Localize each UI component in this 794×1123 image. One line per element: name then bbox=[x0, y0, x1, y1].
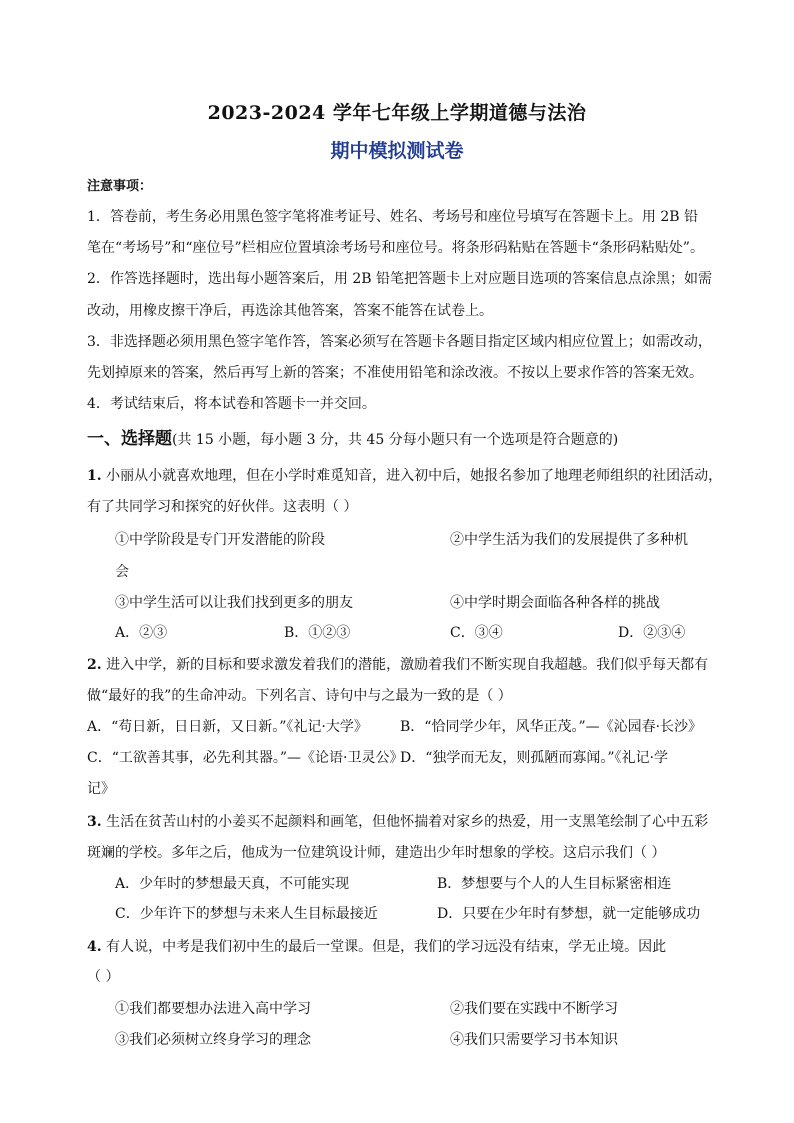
question-3-stem bbox=[87, 813, 708, 831]
question-number: 1. bbox=[87, 468, 102, 484]
notes-line: 先划掉原来的答案，然后再写上新的答案；不准使用铅笔和涂改液。不按以上要求作答的答案无效。 bbox=[87, 365, 703, 381]
notes-line: 3．非选择题必须用黑色签字笔作答，答案必须写在答题卡各题目指定区域内相应位置上；如需改动， bbox=[87, 334, 712, 350]
question-1-stem-cont: 有了共同学习和探究的好伙伴。这表明（ ） bbox=[87, 499, 358, 515]
notes-line: 4．考试结束后，将本试卷和答题卡一并交回。 bbox=[87, 396, 376, 412]
question-number: 2. bbox=[87, 657, 102, 673]
statement: ②中学生活为我们的发展提供了多种机 bbox=[450, 532, 688, 548]
page-subtitle: 期中模拟测试卷 bbox=[330, 140, 464, 162]
option-a: A．少年时的梦想最天真，不可能实现 bbox=[115, 876, 350, 892]
option-a: A．“苟日新，日日新，又日新。”《礼记·大学》 bbox=[87, 719, 368, 735]
question-3-stem-cont: 斑斓的学校。多年之后，他成为一位建筑设计师，建造出少年时想象的学校。这启示我们（ ） bbox=[87, 845, 666, 861]
option-b: B．“恰同学少年，风华正茂。”—《沁园春·长沙》 bbox=[400, 719, 703, 735]
option-d: D．②③④ bbox=[618, 625, 686, 641]
statement: ③我们必须树立终身学习的理念 bbox=[115, 1032, 311, 1048]
section-heading: 一、选择题 bbox=[87, 429, 172, 449]
statement-cont: 会 bbox=[115, 564, 129, 580]
notes-line: 改动，用橡皮擦干净后，再选涂其他答案，答案不能答在试卷上。 bbox=[87, 303, 493, 319]
notes-heading: 注意事项： bbox=[87, 179, 153, 194]
option-c: C．③④ bbox=[450, 625, 503, 641]
option-d: D．只要在少年时有梦想，就一定能够成功 bbox=[437, 906, 701, 922]
question-1-stem bbox=[87, 467, 722, 485]
question-text: 小丽从小就喜欢地理，但在小学时难觅知音，进入初中后，她报名参加了地理老师组织的社团活动， bbox=[101, 468, 723, 484]
option-d: D．“独学而无友，则孤陋而寡闻。”《礼记·学 bbox=[400, 750, 668, 766]
section-description: (共 15 小题，每小题 3 分，共 45 分每小题只有一个选项是符合题意的) bbox=[172, 432, 619, 448]
option-d-cont: 记》 bbox=[87, 781, 115, 797]
question-text: 生活在贫苦山村的小姜买不起颜料和画笔，但他怀揣着对家乡的热爱，用一支黑笔绘制了心中五彩 bbox=[101, 814, 709, 830]
notes-line: 1．答卷前，考生务必用黑色签字笔将准考证号、姓名、考场号和座位号填写在答题卡上。用 2B 铅 bbox=[87, 209, 699, 225]
option-b: B．①②③ bbox=[284, 625, 351, 641]
statement: ③中学生活可以让我们找到更多的朋友 bbox=[115, 595, 353, 611]
notes-line: 笔在“考场号”和“座位号”栏相应位置填涂考场号和座位号。将条形码粘贴在答题卡“条形码粘贴处”。 bbox=[87, 240, 704, 256]
statement: ④中学时期会面临各种各样的挑战 bbox=[450, 595, 660, 611]
statement: ①我们都要想办法进入高中学习 bbox=[115, 1001, 311, 1017]
question-text: 有人说，中考是我们初中生的最后一堂课。但是，我们的学习远没有结束，学无止境。因此 bbox=[101, 939, 667, 955]
statement: ①中学阶段是专门开发潜能的阶段 bbox=[115, 532, 325, 548]
question-2-stem bbox=[87, 656, 708, 674]
question-number: 3. bbox=[87, 814, 102, 830]
question-text: 进入中学，新的目标和要求激发着我们的潜能，激励着我们不断实现自我超越。我们似乎每天都有 bbox=[101, 657, 709, 673]
notes-line: 2．作答选择题时，选出每小题答案后，用 2B 铅笔把答题卡上对应题目选项的答案信息点涂黑；如需 bbox=[87, 271, 713, 287]
option-b: B．梦想要与个人的人生目标紧密相连 bbox=[437, 876, 672, 892]
section-header bbox=[87, 430, 618, 449]
question-number: 4. bbox=[87, 939, 102, 955]
statement: ④我们只需要学习书本知识 bbox=[450, 1032, 618, 1048]
question-4-stem bbox=[87, 938, 666, 956]
option-c: C．少年许下的梦想与未来人生目标最接近 bbox=[115, 906, 378, 922]
statement: ②我们要在实践中不断学习 bbox=[450, 1001, 618, 1017]
question-4-stem-cont: （ ） bbox=[87, 969, 120, 985]
option-c: C．“工欲善其事，必先利其器。”—《论语·卫灵公》 bbox=[87, 750, 404, 766]
question-2-stem-cont: 做“最好的我”的生命冲动。下列名言、诗句中与之最为一致的是（ ） bbox=[87, 688, 512, 704]
option-a: A．②③ bbox=[115, 625, 168, 641]
page-title: 2023-2024 学年七年级上学期道德与法治 bbox=[207, 102, 587, 124]
